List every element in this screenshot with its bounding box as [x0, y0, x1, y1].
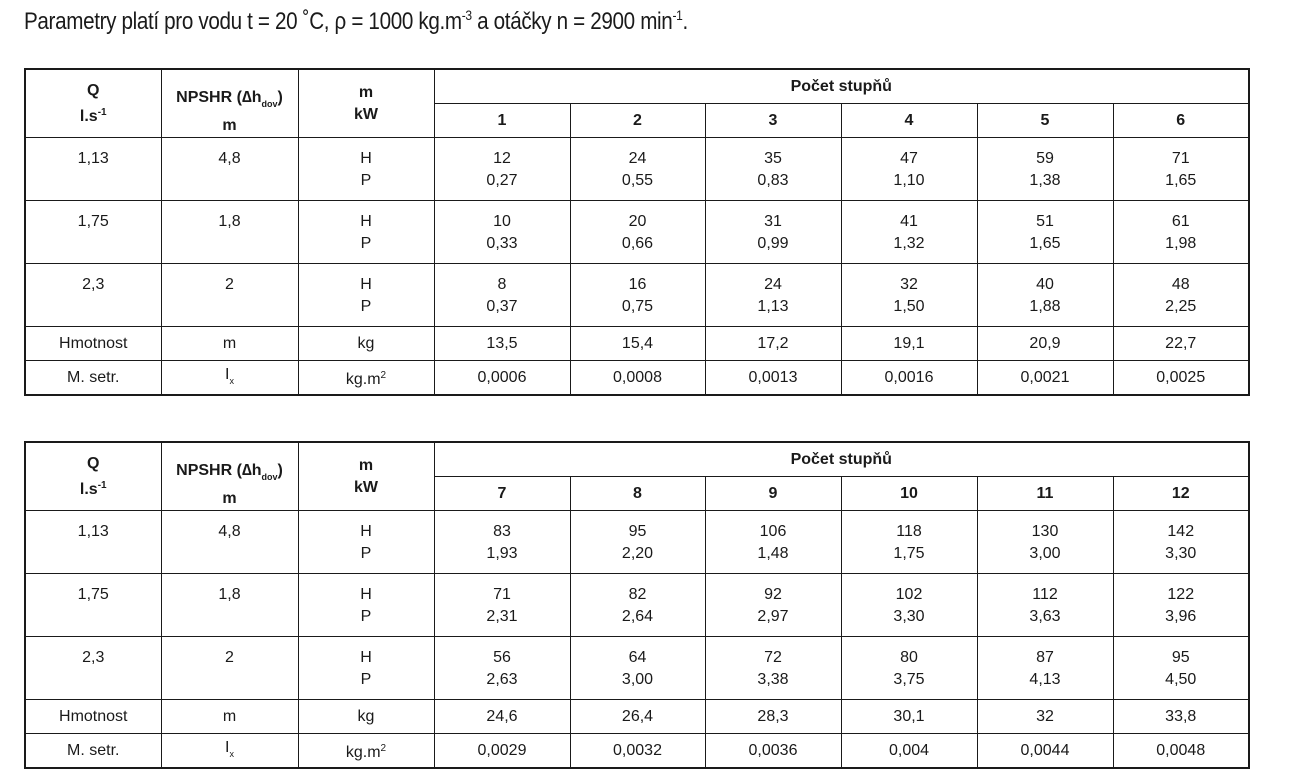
- mass-value: 22,7: [1113, 327, 1249, 361]
- moment-value: 0,0044: [977, 734, 1113, 769]
- head-value: 106: [759, 523, 787, 540]
- heading-text-3: .: [682, 8, 688, 35]
- mass-value: 15,4: [570, 327, 705, 361]
- header-stages: Počet stupňů: [434, 69, 1249, 104]
- npshr-value: 1,8: [161, 574, 298, 637]
- stage-number: 6: [1113, 104, 1249, 138]
- hp-cell: [570, 264, 705, 327]
- heading-text-2: a otáčky n = 2900 min: [471, 8, 673, 35]
- hp-cell: [1113, 138, 1249, 201]
- power-value: 0,55: [621, 172, 654, 189]
- header-npshr-label-a: NPSHR (∆h: [176, 461, 262, 479]
- head-value: 122: [1167, 586, 1195, 603]
- head-value: 95: [1171, 649, 1190, 666]
- hp-cell: [570, 637, 705, 700]
- flow-q-value: 2,3: [25, 264, 161, 327]
- stage-number: 12: [1113, 477, 1249, 511]
- header-q-unit-sup: -1: [97, 106, 107, 118]
- moment-value: 0,0032: [570, 734, 705, 769]
- power-value: 1,65: [1029, 235, 1061, 252]
- head-value: 92: [764, 586, 782, 603]
- head-symbol: H: [360, 276, 372, 293]
- mass-value: 20,9: [977, 327, 1113, 361]
- moment-value: 0,0013: [705, 361, 841, 396]
- stage-number: 9: [705, 477, 841, 511]
- moment-value: 0,0021: [977, 361, 1113, 396]
- moment-symbol: [161, 361, 298, 396]
- stage-number: 4: [841, 104, 977, 138]
- power-value: 1,10: [893, 172, 925, 189]
- header-npshr: [161, 442, 298, 511]
- power-value: 1,93: [486, 545, 518, 562]
- hp-symbols: [298, 264, 434, 327]
- head-value: 130: [1031, 523, 1059, 540]
- head-value: 48: [1171, 276, 1190, 293]
- header-row: [25, 442, 1249, 477]
- header-npshr-label-b: ): [277, 461, 283, 479]
- head-value: 31: [764, 213, 782, 230]
- moment-symbol-sub: x: [229, 375, 234, 386]
- power-value: 0,66: [621, 235, 654, 252]
- moment-unit: [298, 361, 434, 396]
- npshr-value: 2: [161, 264, 298, 327]
- hp-cell: [841, 138, 977, 201]
- npshr-value: 1,8: [161, 201, 298, 264]
- pump-table-stages-7-12: [24, 441, 1250, 769]
- head-value: 16: [628, 276, 647, 293]
- hp-cell: [977, 574, 1113, 637]
- npshr-value: 2: [161, 637, 298, 700]
- moment-unit: [298, 734, 434, 769]
- pump-table-stages-1-6: [24, 68, 1250, 396]
- mass-unit: kg: [298, 327, 434, 361]
- moment-value: 0,0029: [434, 734, 570, 769]
- hp-cell: [1113, 637, 1249, 700]
- mass-label: Hmotnost: [25, 700, 161, 734]
- header-q-label: Q: [87, 454, 100, 472]
- header-q: [25, 69, 161, 138]
- mass-value: 13,5: [434, 327, 570, 361]
- moment-symbol-base: I: [225, 365, 230, 383]
- head-value: 12: [493, 150, 511, 167]
- mass-value: 33,8: [1113, 700, 1249, 734]
- hp-cell: [977, 637, 1113, 700]
- header-q-unit-base: l.s: [79, 107, 98, 125]
- hp-cell: [705, 511, 841, 574]
- head-value: 102: [895, 586, 923, 603]
- stage-number: 11: [977, 477, 1113, 511]
- head-symbol: H: [360, 586, 372, 603]
- hp-cell: [705, 637, 841, 700]
- mass-row: [25, 327, 1249, 361]
- power-value: 0,37: [486, 298, 518, 315]
- hp-cell: [705, 201, 841, 264]
- moment-value: 0,0008: [570, 361, 705, 396]
- power-value: 3,00: [621, 671, 654, 688]
- page-heading: [24, 7, 688, 36]
- power-value: 1,88: [1029, 298, 1061, 315]
- head-value: 82: [628, 586, 647, 603]
- hp-symbols: [298, 138, 434, 201]
- heading-sup-2: -1: [672, 7, 683, 23]
- hp-symbols: [298, 201, 434, 264]
- moment-value: 0,0016: [841, 361, 977, 396]
- power-value: 1,38: [1029, 172, 1061, 189]
- power-symbol: P: [360, 235, 372, 252]
- head-value: 61: [1171, 213, 1190, 230]
- header-q-unit: [26, 475, 161, 501]
- power-value: 1,32: [893, 235, 925, 252]
- mass-value: 32: [977, 700, 1113, 734]
- moment-value: 0,0036: [705, 734, 841, 769]
- moment-symbol-base: I: [225, 738, 230, 756]
- power-value: 3,30: [893, 608, 925, 625]
- hp-cell: [434, 138, 570, 201]
- hp-cell: [841, 264, 977, 327]
- head-value: 72: [764, 649, 782, 666]
- head-value: 56: [493, 649, 511, 666]
- header-unit-col-label: m: [358, 83, 374, 101]
- power-symbol: P: [360, 671, 372, 688]
- head-value: 112: [1032, 586, 1058, 603]
- mass-value: 24,6: [434, 700, 570, 734]
- mass-row: [25, 700, 1249, 734]
- npshr-value: 4,8: [161, 511, 298, 574]
- power-value: 2,97: [757, 608, 789, 625]
- header-row: [25, 69, 1249, 104]
- head-value: 118: [896, 523, 922, 540]
- header-unit-col: [298, 69, 434, 138]
- header-npshr-label: [162, 460, 298, 488]
- flow-q-value: 1,75: [25, 201, 161, 264]
- power-symbol: P: [360, 298, 372, 315]
- header-stages: Počet stupňů: [434, 442, 1249, 477]
- power-value: 0,27: [486, 172, 518, 189]
- power-value: 4,50: [1165, 671, 1197, 688]
- npshr-value: 4,8: [161, 138, 298, 201]
- head-value: 71: [493, 586, 511, 603]
- hp-cell: [434, 574, 570, 637]
- head-value: 41: [900, 213, 918, 230]
- hp-symbols: [298, 574, 434, 637]
- power-symbol: P: [360, 172, 372, 189]
- hp-cell: [434, 511, 570, 574]
- header-npshr-unit: m: [222, 116, 237, 134]
- stage-number: 10: [841, 477, 977, 511]
- header-q-unit-sup: -1: [97, 479, 107, 491]
- power-value: 2,64: [621, 608, 654, 625]
- mass-symbol: m: [161, 700, 298, 734]
- hp-cell: [841, 511, 977, 574]
- header-unit-col-unit: kW: [354, 478, 378, 496]
- power-value: 1,13: [757, 298, 789, 315]
- head-value: 47: [900, 150, 918, 167]
- header-npshr: [161, 69, 298, 138]
- flow-q-value: 2,3: [25, 637, 161, 700]
- hp-symbols: [298, 511, 434, 574]
- power-value: 3,96: [1165, 608, 1197, 625]
- moment-row: [25, 361, 1249, 396]
- moment-value: 0,0006: [434, 361, 570, 396]
- head-value: 35: [764, 150, 782, 167]
- hp-cell: [570, 511, 705, 574]
- power-value: 3,30: [1165, 545, 1197, 562]
- power-value: 2,31: [486, 608, 518, 625]
- moment-value: 0,0025: [1113, 361, 1249, 396]
- flow-row: [25, 511, 1249, 574]
- head-symbol: H: [360, 213, 372, 230]
- hp-symbols: [298, 637, 434, 700]
- mass-value: 19,1: [841, 327, 977, 361]
- header-q-label: Q: [87, 81, 100, 99]
- stage-number: 7: [434, 477, 570, 511]
- power-symbol: P: [360, 608, 372, 625]
- head-value: 8: [497, 276, 507, 293]
- flow-q-value: 1,13: [25, 138, 161, 201]
- hp-cell: [1113, 574, 1249, 637]
- header-npshr-label: [162, 87, 298, 115]
- heading-text-1: Parametry platí pro vodu t = 20 ˚C, ρ = 1000 kg.m: [24, 8, 462, 35]
- flow-q-value: 1,75: [25, 574, 161, 637]
- hp-cell: [1113, 201, 1249, 264]
- head-value: 40: [1036, 276, 1054, 293]
- head-value: 87: [1036, 649, 1054, 666]
- head-value: 10: [493, 213, 511, 230]
- flow-row: [25, 264, 1249, 327]
- power-value: 1,75: [893, 545, 925, 562]
- mass-unit: kg: [298, 700, 434, 734]
- hp-cell: [977, 511, 1113, 574]
- header-npshr-label-b: ): [277, 88, 283, 106]
- header-q-unit: [26, 102, 161, 128]
- flow-row: [25, 201, 1249, 264]
- head-value: 64: [628, 649, 647, 666]
- power-value: 2,63: [486, 671, 518, 688]
- mass-symbol: m: [161, 327, 298, 361]
- stage-number: 1: [434, 104, 570, 138]
- stage-number: 8: [570, 477, 705, 511]
- head-value: 24: [764, 276, 782, 293]
- power-value: 3,38: [757, 671, 789, 688]
- mass-label: Hmotnost: [25, 327, 161, 361]
- head-value: 95: [628, 523, 647, 540]
- header-unit-col-unit: kW: [354, 105, 378, 123]
- power-value: 1,48: [757, 545, 789, 562]
- flow-row: [25, 637, 1249, 700]
- moment-label: M. setr.: [25, 734, 161, 769]
- hp-cell: [1113, 511, 1249, 574]
- power-value: 2,20: [621, 545, 654, 562]
- power-value: 1,98: [1165, 235, 1197, 252]
- hp-cell: [977, 264, 1113, 327]
- moment-value: 0,004: [841, 734, 977, 769]
- stage-number: 3: [705, 104, 841, 138]
- hp-cell: [977, 138, 1113, 201]
- head-value: 142: [1167, 523, 1195, 540]
- power-value: 1,65: [1165, 172, 1197, 189]
- head-symbol: H: [360, 150, 372, 167]
- header-q-unit-base: l.s: [79, 480, 98, 498]
- stage-number: 2: [570, 104, 705, 138]
- moment-symbol-sub: x: [229, 748, 234, 759]
- power-value: 2,25: [1165, 298, 1197, 315]
- hp-cell: [841, 574, 977, 637]
- header-q: [25, 442, 161, 511]
- mass-value: 17,2: [705, 327, 841, 361]
- head-value: 51: [1036, 213, 1054, 230]
- head-value: 80: [900, 649, 918, 666]
- hp-cell: [705, 264, 841, 327]
- head-value: 20: [628, 213, 647, 230]
- head-value: 71: [1171, 150, 1190, 167]
- moment-symbol: [161, 734, 298, 769]
- mass-value: 26,4: [570, 700, 705, 734]
- header-npshr-unit: m: [222, 489, 237, 507]
- power-value: 3,00: [1029, 545, 1061, 562]
- hp-cell: [841, 637, 977, 700]
- header-npshr-label-sub: dov: [261, 98, 278, 109]
- power-value: 4,13: [1029, 671, 1061, 688]
- moment-value: 0,0048: [1113, 734, 1249, 769]
- moment-label: M. setr.: [25, 361, 161, 396]
- header-unit-col-label: m: [358, 456, 374, 474]
- hp-cell: [977, 201, 1113, 264]
- power-value: 0,75: [621, 298, 654, 315]
- hp-cell: [570, 201, 705, 264]
- head-value: 83: [493, 523, 511, 540]
- head-value: 59: [1036, 150, 1054, 167]
- moment-unit-sup: 2: [380, 742, 387, 754]
- head-value: 24: [628, 150, 647, 167]
- header-unit-col: [298, 442, 434, 511]
- hp-cell: [434, 637, 570, 700]
- power-value: 0,83: [757, 172, 789, 189]
- hp-cell: [434, 201, 570, 264]
- mass-value: 30,1: [841, 700, 977, 734]
- hp-cell: [705, 138, 841, 201]
- power-value: 3,63: [1029, 608, 1061, 625]
- moment-unit-base: kg.m: [345, 370, 381, 388]
- flow-q-value: 1,13: [25, 511, 161, 574]
- hp-cell: [434, 264, 570, 327]
- power-value: 0,99: [757, 235, 789, 252]
- hp-cell: [570, 574, 705, 637]
- hp-cell: [841, 201, 977, 264]
- head-value: 32: [900, 276, 918, 293]
- power-value: 0,33: [486, 235, 518, 252]
- power-value: 3,75: [893, 671, 925, 688]
- heading-sup-1: -3: [461, 7, 472, 23]
- head-symbol: H: [360, 523, 372, 540]
- hp-cell: [570, 138, 705, 201]
- moment-row: [25, 734, 1249, 769]
- flow-row: [25, 574, 1249, 637]
- mass-value: 28,3: [705, 700, 841, 734]
- hp-cell: [705, 574, 841, 637]
- stage-number: 5: [977, 104, 1113, 138]
- power-symbol: P: [360, 545, 372, 562]
- head-symbol: H: [360, 649, 372, 666]
- hp-cell: [1113, 264, 1249, 327]
- power-value: 1,50: [893, 298, 925, 315]
- moment-unit-base: kg.m: [345, 743, 381, 761]
- header-npshr-label-sub: dov: [261, 471, 278, 482]
- header-npshr-label-a: NPSHR (∆h: [176, 88, 262, 106]
- moment-unit-sup: 2: [380, 369, 387, 381]
- flow-row: [25, 138, 1249, 201]
